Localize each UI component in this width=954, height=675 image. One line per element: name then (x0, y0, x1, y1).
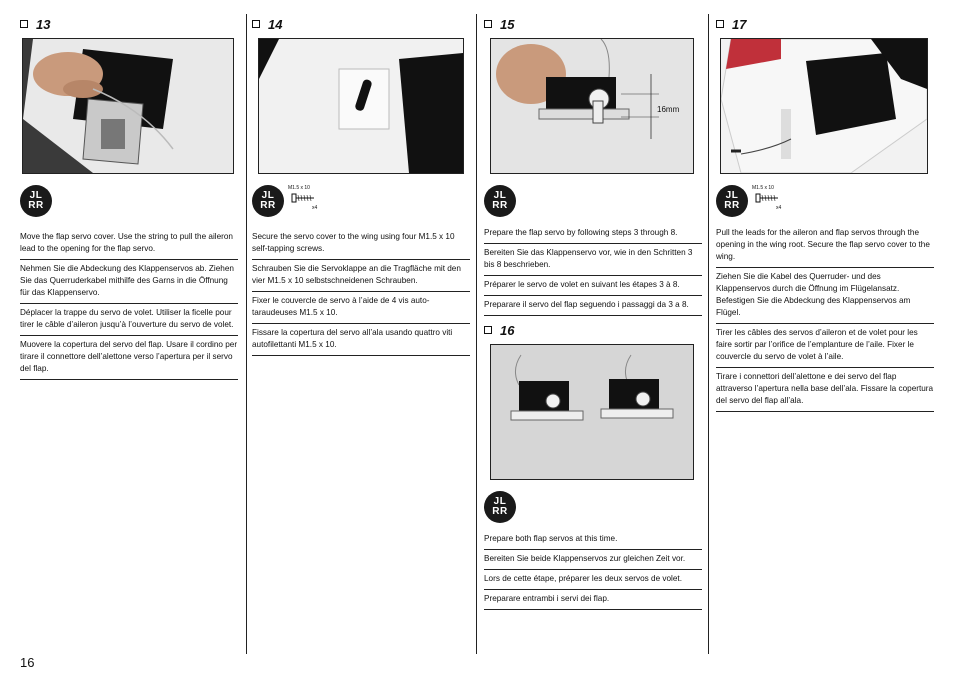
instruction-en: Prepare the flap servo by following steps 3 through 8. (484, 224, 702, 244)
step-17-photo (720, 38, 928, 174)
column-divider (476, 14, 477, 654)
step-14-heading (252, 14, 470, 34)
instruction-it: Tirare i connettori dell’alettone e dei servo del flap attraverso l’apertura nella base dell’ala. Fissare la copertura del servo del flap all’ala. (716, 368, 934, 412)
screw-icon: M1.5 x 10 x4 (752, 185, 782, 211)
step-17-column (716, 14, 934, 412)
step-16-photo (490, 344, 694, 480)
instruction-de: Bereiten Sie beide Klappenservos zur gleichen Zeit vor. (484, 550, 702, 570)
step-13-heading (20, 14, 238, 34)
step-13-column (20, 14, 238, 380)
badge-icon: JL RR (716, 185, 748, 217)
instruction-fr: Tirer les câbles des servos d’aileron et de volet pour les faire sortir par l’orifice de l’emplanture de l’aile. Fixer le couvercle du servo de volet à l’aile. (716, 324, 934, 368)
checkbox-icon (716, 20, 724, 28)
instruction-fr: Préparer le servo de volet en suivant les étapes 3 à 8. (484, 276, 702, 296)
instruction-de: Schrauben Sie die Servoklappe an die Tragfläche mit den vier M1.5 x 10 selbstschneidenen Schrauben. (252, 260, 470, 292)
badge-icon: JL RR (484, 185, 516, 217)
instruction-it: Fissare la copertura del servo all’ala usando quattro viti autofilettanti M1.5 x 10. (252, 324, 470, 356)
instruction-en: Prepare both flap servos at this time. (484, 530, 702, 550)
step-14-column (252, 14, 470, 356)
instruction-it: Preparare il servo del flap seguendo i passaggi da 3 a 8. (484, 296, 702, 316)
step-number: 16 (500, 322, 515, 338)
dimension-label: 16mm (657, 105, 680, 114)
page-number: 16 (20, 655, 35, 670)
instruction-it: Preparare entrambi i servi dei flap. (484, 590, 702, 610)
instruction-de: Bereiten Sie das Klappenservo vor, wie in den Schritten 3 bis 8 beschrieben. (484, 244, 702, 276)
step-number: 15 (500, 16, 515, 32)
instruction-de: Ziehen Sie die Kabel des Querruder- und des Klappenservos durch die Öffnung im Flügelansatz. Befestigen Sie die Abdeckung des Klappenservos am Flügel. (716, 268, 934, 324)
instruction-fr: Lors de cette étape, préparer les deux servos de volet. (484, 570, 702, 590)
badge-icon: JL RR (20, 185, 52, 217)
step-number: 13 (36, 16, 51, 32)
checkbox-icon (20, 20, 28, 28)
instruction-fr: Déplacer la trappe du servo de volet. Utiliser la ficelle pour tirer le câble d’aileron jusqu’à l’ouverture du servo de volet. (20, 304, 238, 336)
screw-icon: M1.5 x 10 x4 (288, 185, 318, 211)
step-16-heading (484, 320, 702, 340)
step-13-photo (22, 38, 234, 174)
checkbox-icon (252, 20, 260, 28)
step-15-16-column (484, 14, 702, 610)
instruction-en: Move the flap servo cover. Use the string to pull the aileron lead to the opening for the flap servo. (20, 228, 238, 260)
step-17-heading (716, 14, 934, 34)
instruction-en: Pull the leads for the aileron and flap servos through the opening in the wing root. Secure the flap servo cover to the wing. (716, 224, 934, 268)
column-divider (246, 14, 247, 654)
step-15-photo (490, 38, 694, 174)
instruction-de: Nehmen Sie die Abdeckung des Klappenservos ab. Ziehen Sie das Querruderkabel mithilfe des Garns in die Öffnung für das Klappenservo. (20, 260, 238, 304)
instruction-fr: Fixer le couvercle de servo à l’aide de 4 vis auto-taraudeuses M1.5 x 10. (252, 292, 470, 324)
badge-icon: JL RR (484, 491, 516, 523)
checkbox-icon (484, 326, 492, 334)
step-15-heading (484, 14, 702, 34)
step-14-photo (258, 38, 464, 174)
instruction-it: Muovere la copertura del servo del flap. Usare il cordino per tirare il connettore dell’alettone verso l’apertura per il servo del flap. (20, 336, 238, 380)
column-divider (708, 14, 709, 654)
step-number: 14 (268, 16, 283, 32)
badge-icon: JL RR (252, 185, 284, 217)
instruction-en: Secure the servo cover to the wing using four M1.5 x 10 self-tapping screws. (252, 228, 470, 260)
step-number: 17 (732, 16, 747, 32)
checkbox-icon (484, 20, 492, 28)
